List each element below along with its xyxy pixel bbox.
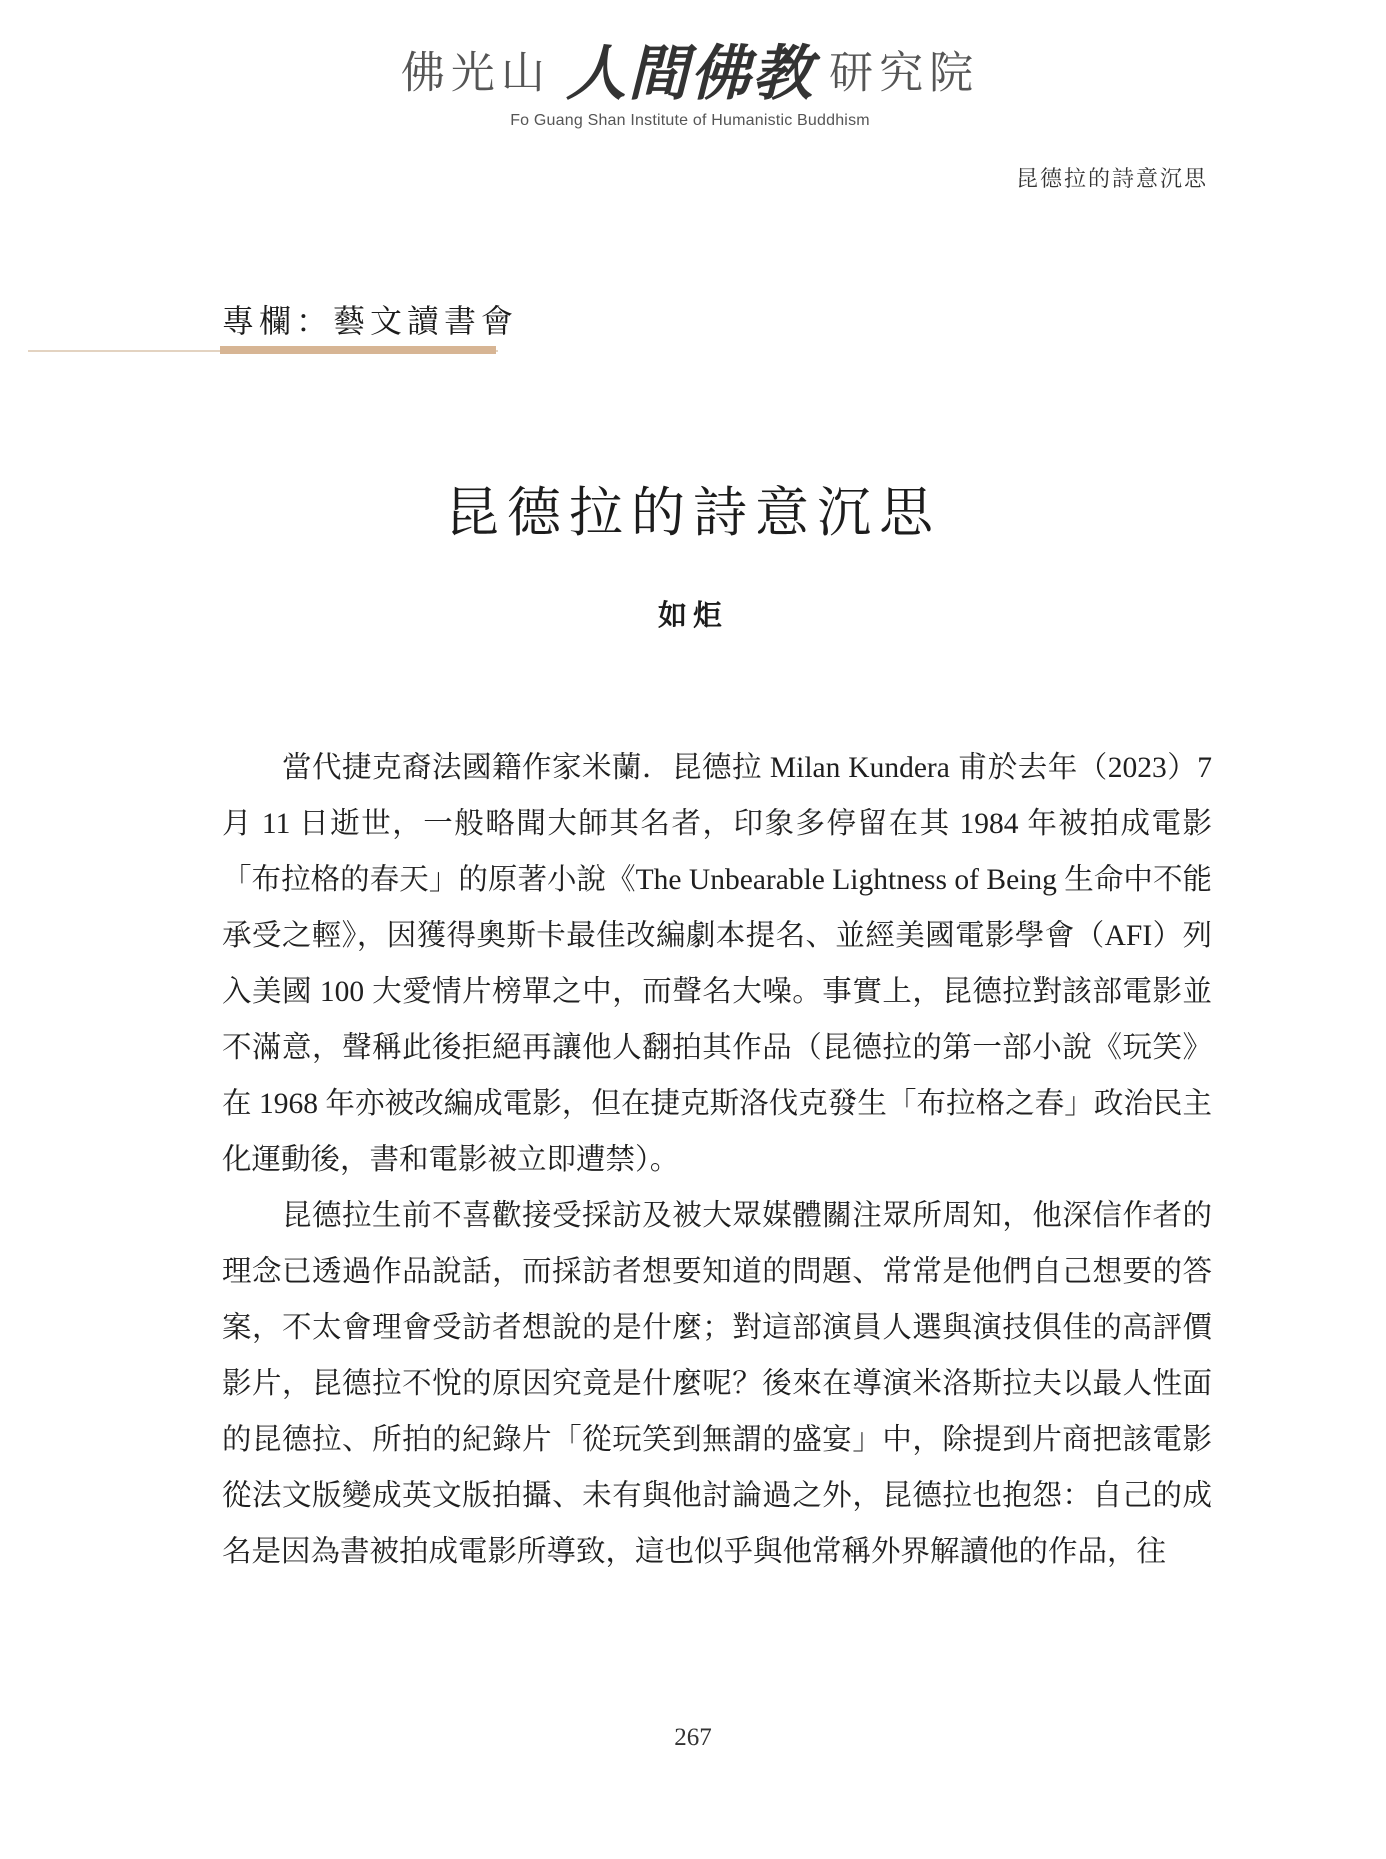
article-title: 昆德拉的詩意沉思 [445,481,941,544]
body-paragraph: 當代捷克裔法國籍作家米蘭．昆德拉 Milan Kundera 甫於去年（2023）7 月 11 日逝世，一般略聞大師其名者，印象多停留在其 1984 年被拍成電影「布拉格的春天」的原著小說《The Unbearable Lightness of Being 生命中不能承受之輕》，因獲得奧斯卡最佳改編劇本提名、並經美國電影學會（AFI）列入美國 100 大愛情片榜單之中，而聲名大噪。事實上，昆德拉對該部電影並不滿意，聲稱此後拒絕再讓他人翻拍其作品（昆德拉的第一部小說《玩笑》在 1968 年亦被改編成電影，但在捷克斯洛伐克發生「布拉格之春」政治民主化運動後，書和電影被立即遭禁）。 [222,752,1212,1176]
logo-english-name: Fo Guang Shan Institute of Humanistic Buddhism [510,112,870,129]
page-number: 267 [674,1724,712,1751]
logo-side-left: 佛光山 [400,47,551,99]
logo-brush-calligraphy: 人間佛教 [566,38,814,109]
column-accent-bar [220,346,496,354]
running-header: 昆德拉的詩意沉思 [1015,167,1208,192]
article-body [222,740,1212,1580]
institute-logo [380,38,1000,138]
column-label: 專欄：藝文讀書會 [222,302,519,340]
article-author: 如炬 [657,598,728,632]
body-paragraph: 昆德拉生前不喜歡接受採訪及被大眾媒體關注眾所周知，他深信作者的理念已透過作品說話，而採訪者想要知道的問題、常常是他們自己想要的答案，不太會理會受訪者想說的是什麼；對這部演員人選與演技俱佳的高評價影片，昆德拉不悅的原因究竟是什麼呢？後來在導演米洛斯拉夫以最人性面的昆德拉、所拍的紀錄片「從玩笑到無謂的盛宴」中，除提到片商把該電影從法文版變成英文版拍攝、未有與他討論過之外，昆德拉也抱怨：自己的成名是因為書被拍成電影所導致，這也似乎與他常稱外界解讀他的作品，往 [222,1200,1212,1568]
logo-wordmark [380,38,1000,108]
logo-side-right: 研究院 [829,47,980,99]
